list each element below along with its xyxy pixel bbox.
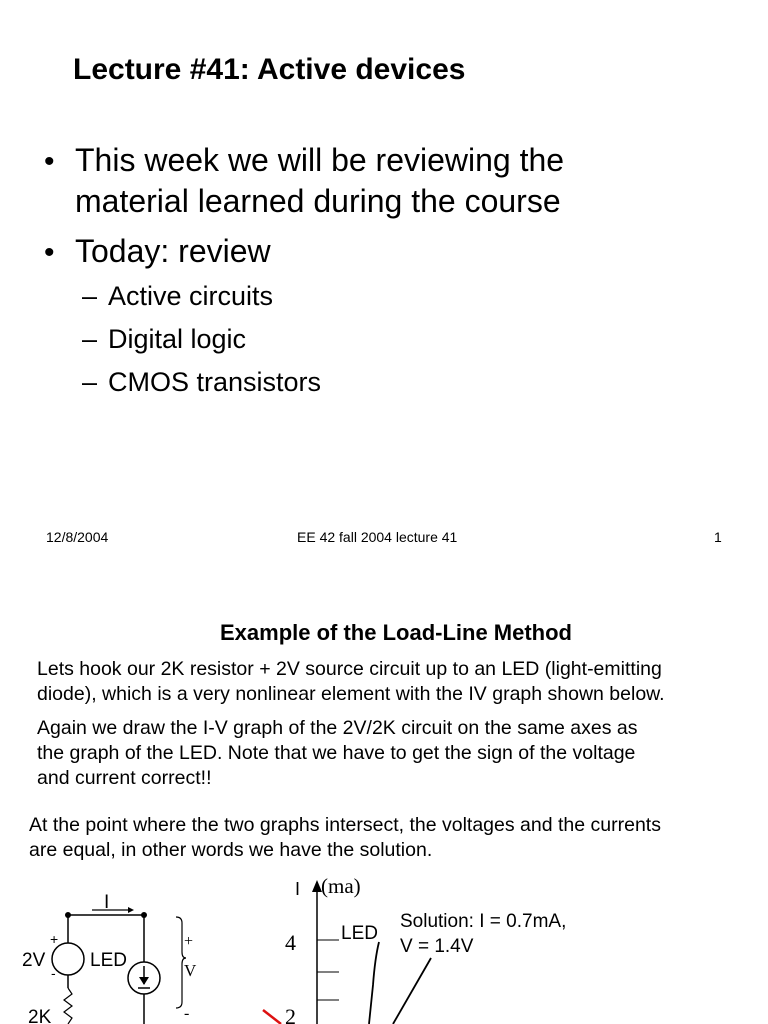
y-axis-unit: (ma) bbox=[321, 874, 361, 898]
load-line-red-segment bbox=[263, 1010, 281, 1024]
paragraph-line: Again we draw the I-V graph of the 2V/2K circuit on the same axes as bbox=[37, 717, 638, 739]
paragraph-line: and current correct!! bbox=[37, 767, 212, 789]
circuit-schematic bbox=[0, 870, 250, 1024]
resistor-icon bbox=[64, 988, 72, 1024]
paragraph-line: Lets hook our 2K resistor + 2V source circuit up to an LED (light-emitting bbox=[37, 658, 662, 680]
footer-date: 12/8/2004 bbox=[46, 529, 109, 545]
subitem-text: Active circuits bbox=[108, 281, 274, 311]
slide2-heading: Example of the Load-Line Method bbox=[219, 620, 572, 645]
source-plus-sign: + bbox=[50, 931, 59, 947]
subitem-text: CMOS transistors bbox=[108, 367, 322, 397]
subitem-text: Digital logic bbox=[108, 324, 247, 354]
voltage-plus-sign: + bbox=[184, 933, 194, 950]
slide-title: Lecture #41: Active devices bbox=[73, 53, 466, 86]
subitem-marker: – bbox=[82, 367, 98, 397]
footer-course: EE 42 fall 2004 lecture 41 bbox=[297, 529, 458, 545]
footer-page-number: 1 bbox=[714, 529, 722, 545]
bullet-line: Today: review bbox=[75, 233, 271, 269]
current-label: I bbox=[104, 892, 110, 913]
source-minus-sign: - bbox=[51, 965, 56, 981]
led-label: LED bbox=[90, 950, 127, 971]
solution-text: V = 1.4V bbox=[400, 936, 474, 957]
led-arrow-head-icon bbox=[139, 977, 149, 985]
led-iv-curve bbox=[369, 942, 379, 1024]
voltage-minus-sign: - bbox=[184, 1005, 190, 1022]
paragraph-line: diode), which is a very nonlinear element with the IV graph shown below. bbox=[37, 683, 665, 705]
subitem-marker: – bbox=[82, 281, 98, 311]
led-curve-label: LED bbox=[341, 923, 378, 944]
load-line bbox=[393, 958, 431, 1024]
tick-label-2: 2 bbox=[285, 1004, 296, 1024]
paragraph-line: At the point where the two graphs intersect, the voltages and the currents bbox=[29, 814, 661, 836]
subitem-marker: – bbox=[82, 324, 98, 354]
bullet-marker: • bbox=[44, 236, 55, 269]
bullet-line: This week we will be reviewing the bbox=[75, 142, 565, 178]
tick-label-4: 4 bbox=[285, 930, 296, 955]
y-axis-label: I bbox=[295, 879, 301, 899]
solution-text: Solution: I = 0.7mA, bbox=[400, 911, 567, 932]
source-label: 2V bbox=[22, 950, 46, 971]
resistor-label: 2K bbox=[28, 1007, 52, 1024]
current-arrow-head-icon bbox=[128, 907, 134, 913]
paragraph-line: the graph of the LED. Note that we have to get the sign of the voltage bbox=[37, 742, 636, 764]
bullet-marker: • bbox=[44, 145, 55, 178]
iv-graph bbox=[255, 870, 615, 1024]
paragraph-line: are equal, in other words we have the solution. bbox=[29, 839, 433, 861]
voltage-label: V bbox=[184, 961, 197, 980]
bullet-line: material learned during the course bbox=[75, 183, 561, 219]
voltage-source-icon bbox=[52, 943, 84, 975]
